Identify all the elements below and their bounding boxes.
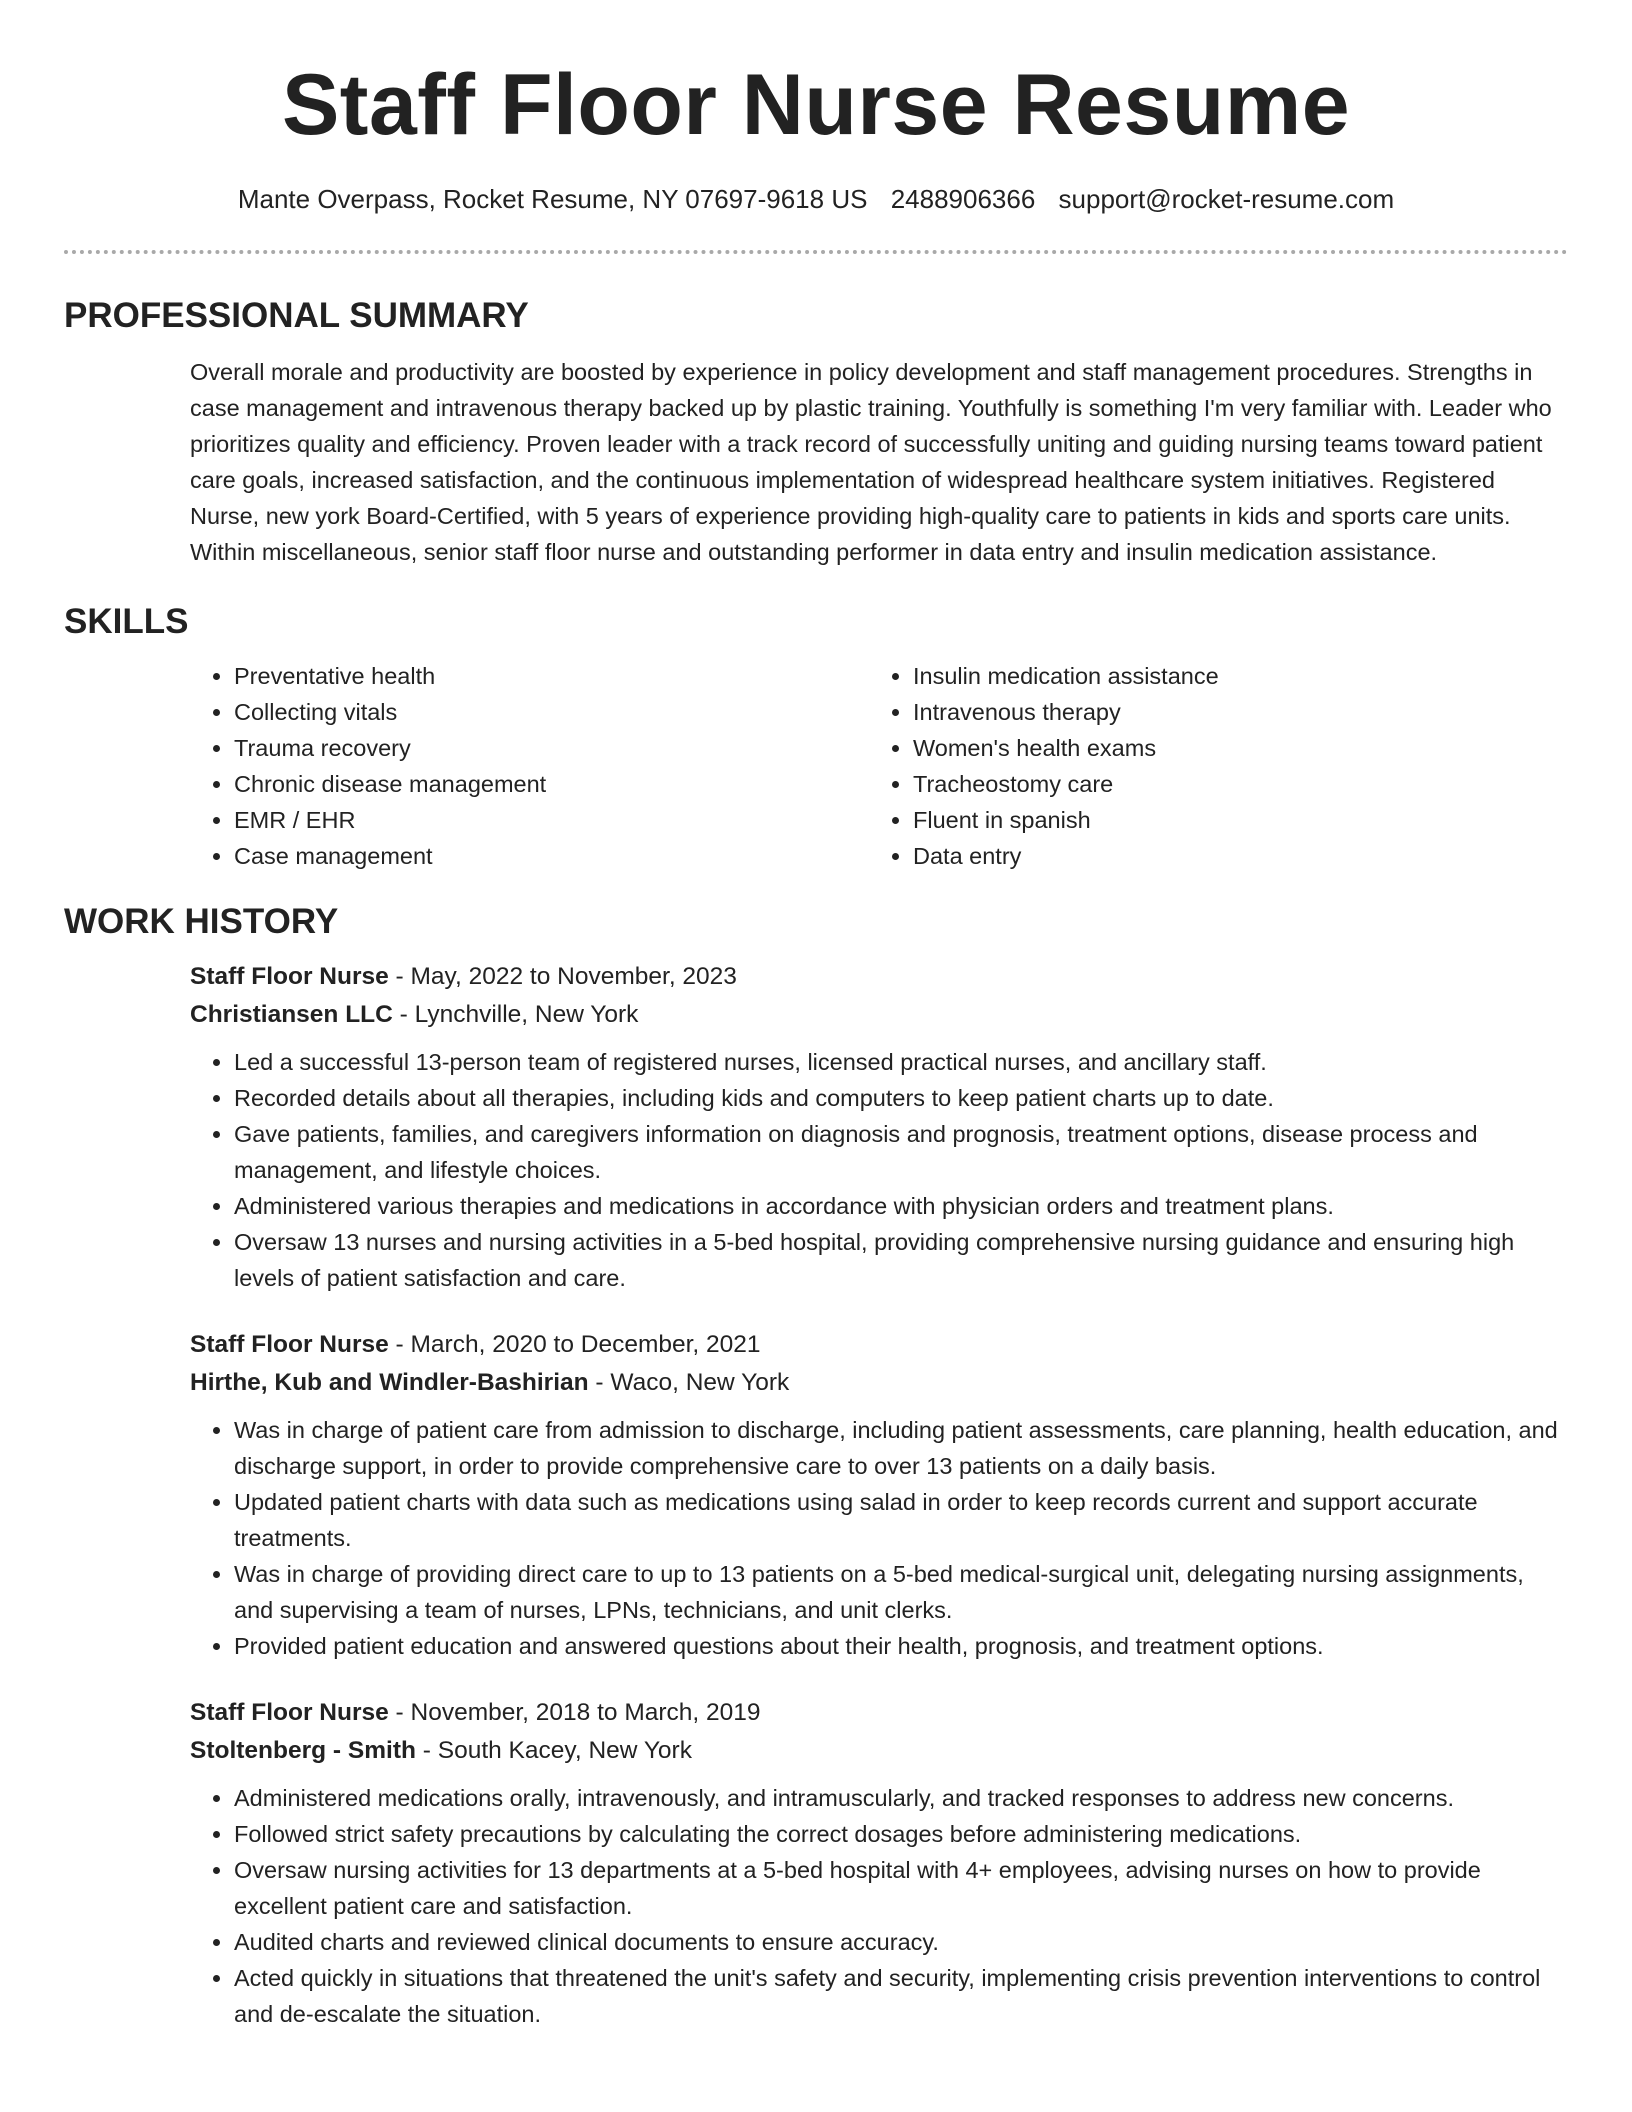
skills-column-left — [190, 658, 869, 874]
skill-item: • Data entry — [913, 838, 1548, 874]
skill-item: • Tracheostomy care — [913, 766, 1548, 802]
contact-email: support@rocket-resume.com — [1058, 184, 1395, 214]
skill-item: • Fluent in spanish — [913, 802, 1548, 838]
skill-item: • Insulin medication assistance — [913, 658, 1548, 694]
skills-grid — [190, 658, 1568, 874]
job-company: Stoltenberg - Smith — [190, 1737, 416, 1764]
summary-heading: PROFESSIONAL SUMMARY — [64, 296, 529, 335]
skill-item: • Case management — [234, 838, 869, 874]
job-title-line — [190, 1326, 1568, 1364]
job-title: Staff Floor Nurse — [190, 1699, 389, 1726]
job-entry — [190, 1694, 1568, 2032]
job-bullet: • Provided patient education and answered questions about their health, prognosis, and treatment options. — [234, 1628, 1568, 1664]
job-company-line — [190, 996, 1568, 1034]
job-bullet: • Followed strict safety precautions by calculating the correct dosages before administering medications. — [234, 1816, 1568, 1852]
job-company: Christiansen LLC — [190, 1001, 393, 1028]
job-company: Hirthe, Kub and Windler-Bashirian — [190, 1369, 589, 1396]
skill-item: • Collecting vitals — [234, 694, 869, 730]
resume-title: Staff Floor Nurse Resume — [281, 57, 1351, 153]
skill-item: • Women's health exams — [913, 730, 1548, 766]
header-divider — [64, 250, 1568, 254]
contact-info — [0, 181, 1632, 217]
job-location: - Waco, New York — [588, 1369, 790, 1396]
job-bullet: • Audited charts and reviewed clinical documents to ensure accuracy. — [234, 1924, 1568, 1960]
job-title-line — [190, 958, 1568, 996]
skill-item: • Preventative health — [234, 658, 869, 694]
skill-item: • Chronic disease management — [234, 766, 869, 802]
job-bullet: • Was in charge of patient care from admission to discharge, including patient assessments, care planning, health education, and discharge support, in order to provide comprehensive care to over 13 patients on a daily basis. — [234, 1412, 1568, 1484]
skills-column-right — [869, 658, 1548, 874]
job-bullet: • Oversaw nursing activities for 13 departments at a 5-bed hospital with 4+ employees, advising nurses on how to provide excellent patient care and satisfaction. — [234, 1852, 1568, 1924]
skill-item: • EMR / EHR — [234, 802, 869, 838]
job-bullets — [190, 1780, 1568, 2032]
job-dates: - November, 2018 to March, 2019 — [388, 1699, 761, 1726]
job-bullet: • Administered various therapies and medications in accordance with physician orders and treatment plans. — [234, 1188, 1568, 1224]
job-title: Staff Floor Nurse — [190, 963, 389, 990]
job-bullet: • Updated patient charts with data such as medications using salad in order to keep records current and support accurate treatments. — [234, 1484, 1568, 1556]
skill-item: • Trauma recovery — [234, 730, 869, 766]
summary-text: Overall morale and productivity are boosted by experience in policy development and staff management procedures. Strengths in case management and intravenous therapy backed up by plastic training. Youthfully is something I'm very familiar with. Leader who prioritizes quality and efficiency. Proven leader with a track record of successfully uniting and guiding nursing teams toward patient care goals, increased satisfaction, and the continuous implementation of widespread healthcare system initiatives. Registered Nurse, new york Board-Certified, with 5 years of experience providing high-quality care to patients in kids and sports care units. Within miscellaneous, senior staff floor nurse and outstanding performer in data entry and insulin medication assistance. — [190, 359, 1552, 565]
job-bullets — [190, 1044, 1568, 1296]
job-company-line — [190, 1364, 1568, 1402]
job-title-line — [190, 1694, 1568, 1732]
summary-section — [64, 290, 1568, 570]
skill-item: • Intravenous therapy — [913, 694, 1548, 730]
job-title: Staff Floor Nurse — [190, 1331, 389, 1358]
job-bullet: • Oversaw 13 nurses and nursing activities in a 5-bed hospital, providing comprehensive nursing guidance and ensuring high levels of patient satisfaction and care. — [234, 1224, 1568, 1296]
job-location: - South Kacey, New York — [415, 1737, 692, 1764]
job-bullet: • Was in charge of providing direct care to up to 13 patients on a 5-bed medical-surgical unit, delegating nursing assignments, and supervising a team of nurses, LPNs, technicians, and unit clerks. — [234, 1556, 1568, 1628]
job-dates: - March, 2020 to December, 2021 — [388, 1331, 761, 1358]
job-bullet: • Acted quickly in situations that threatened the unit's safety and security, implementing crisis prevention interventions to control and de-escalate the situation. — [234, 1960, 1568, 2032]
job-company-line — [190, 1732, 1568, 1770]
work-history-heading: WORK HISTORY — [64, 902, 339, 941]
job-bullet: • Recorded details about all therapies, including kids and computers to keep patient charts up to date. — [234, 1080, 1568, 1116]
contact-phone: 2488906366 — [890, 184, 1036, 214]
job-bullet: • Led a successful 13-person team of registered nurses, licensed practical nurses, and ancillary staff. — [234, 1044, 1568, 1080]
skills-heading: SKILLS — [64, 602, 189, 641]
skills-section — [64, 596, 1568, 874]
job-bullets — [190, 1412, 1568, 1664]
contact-address: Mante Overpass, Rocket Resume, NY 07697-9618 US — [237, 184, 868, 214]
job-bullet: • Gave patients, families, and caregivers information on diagnosis and prognosis, treatment options, disease process and management, and lifestyle choices. — [234, 1116, 1568, 1188]
resume-content — [64, 290, 1568, 2062]
job-dates: - May, 2022 to November, 2023 — [388, 963, 737, 990]
job-bullet: • Administered medications orally, intravenously, and intramuscularly, and tracked responses to address new concerns. — [234, 1780, 1568, 1816]
work-history-section — [64, 896, 1568, 2032]
job-entry — [190, 958, 1568, 1296]
job-entry — [190, 1326, 1568, 1664]
job-location: - Lynchville, New York — [392, 1001, 639, 1028]
